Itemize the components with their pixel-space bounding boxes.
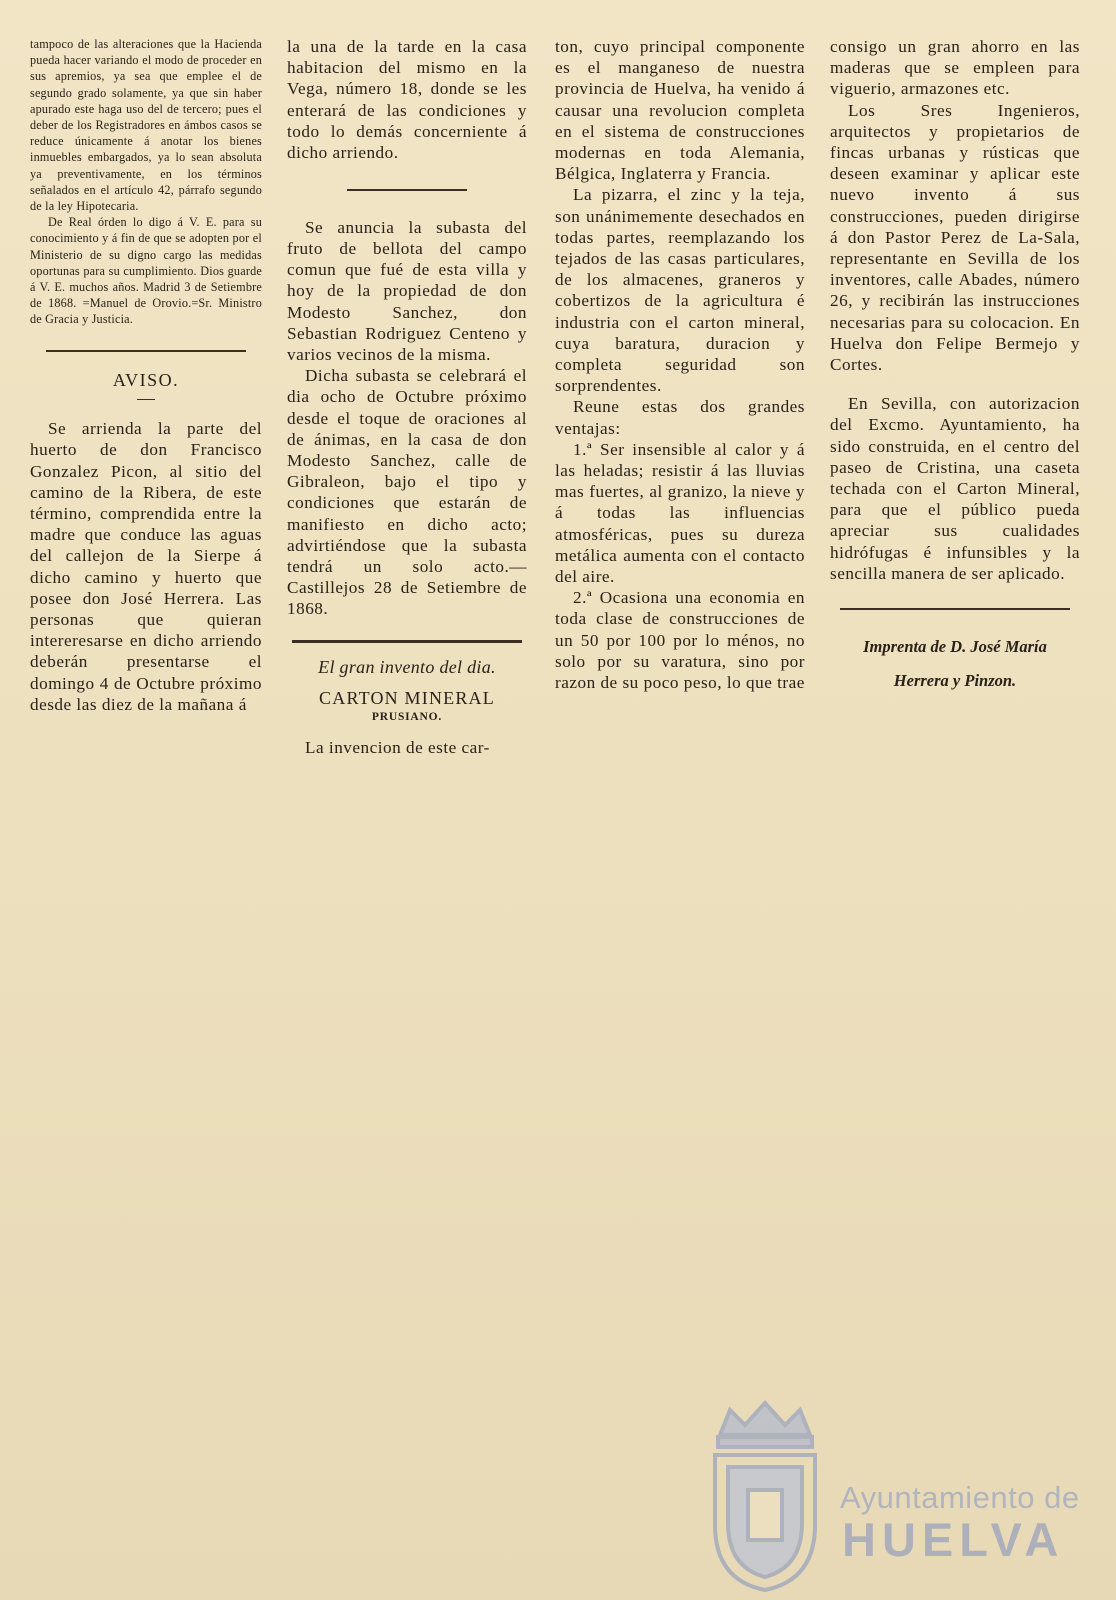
dash-divider [137, 399, 155, 401]
carton-intro: La invencion de este car- [305, 737, 490, 757]
divider [840, 608, 1070, 610]
watermark-line-2: HUELVA [842, 1513, 1065, 1566]
subasta-details: Dicha subasta se celebrará el dia ocho de Octubre próximo desde el toque de oraciones al de ánimas, en la casa de don Modesto Sanchez, calle de Gibraleon, bajo el tipo y condiciones que estarán de manifiesto en dicho acto; advirtiéndose que la subasta tendrá un solo acto.—Castillejos 28 de Setiembre de 1868. [287, 366, 527, 619]
ventajas-heading: Reune estas dos grandes ventajas: [555, 397, 805, 438]
column-1 [30, 36, 262, 715]
watermark-line-1: Ayuntamiento de [840, 1480, 1080, 1515]
carton-mineral-heading: CARTON MINERAL [319, 687, 495, 708]
decree-closing: De Real órden lo digo á V. E. para su conocimiento y á fin de que se adopten por el Ministerio de su digno cargo las medidas oportunas para su cumplimiento. Dios guarde á V. E. muchos años. Madrid 3 de Setiembre de 1868. =Manuel de Orovio.=Sr. Ministro de Gracia y Justicia. [30, 215, 262, 327]
divider [292, 640, 522, 643]
decree-text: tampoco de las alteraciones que la Hacienda pueda hacer variando el modo de proceder en sus apremios, ya sea que emplee el de segundo grado solamente, ya que sin haber apurado este haga uso del de tercero; pues el deber de los Registradores en ámbos casos se reduce únicamente á anotar los bienes inmuebles embargados, ya lo sean absoluta ya preventivamente, en los términos señalados en el artículo 42, párrafo segundo de la ley Hipotecaria. [30, 37, 262, 214]
imprenta-line-2: Herrera y Pinzon. [893, 670, 1017, 690]
sevilla-text: En Sevilla, con autorizacion del Excmo. Ayuntamiento, ha sido construida, en el centro del paseo de Cristina, una caseta techada con el Carton Mineral, para que el público pueda apreciar sus cualidades hidrófugas é infunsibles y la sencilla manera de ser aplicado. [830, 394, 1080, 583]
carton-description: ton, cuyo principal componente es el manganeso de nuestra provincia de Huelva, ha venido á causar una revolucion completa en el sistema de construcciones modernas en toda Alemania, Bélgica, Inglaterra y Francia. [555, 37, 805, 184]
aviso-heading: AVISO. [112, 369, 180, 390]
invento-heading: El gran invento del dia. [318, 656, 496, 677]
arriendo-continuation: la una de la tarde en la casa habitacion del mismo en la Vega, número 18, donde se les enterará de las condiciones y todo lo demás concerniente á dicho arriendo. [287, 37, 527, 163]
column-4 [830, 36, 1080, 698]
prusiano-subheading: PRUSIANO. [371, 710, 443, 723]
ventaja-2: 2.ª Ocasiona una economia en toda clase de construcciones de un 50 por 100 por lo ménos, no solo por su varatura, sino por razon de su poco peso, lo que trae [555, 588, 805, 693]
divider [347, 189, 467, 191]
ingenieros-text: Los Sres Ingenieros, arquitectos y propietarios de fincas urbanas y rústicas que deseen examinar y aplicar este nuevo invento á sus construcciones, pueden dirigirse á don Pastor Perez de La-Sala, representante en Sevilla de los inventores, calle Abades, número 26, y recibirán las instrucciones necesarias para su colocacion. En Huelva don Felipe Bermejo y Cortes. [830, 100, 1080, 375]
subasta-announcement: Se anuncia la subasta del fruto de bellota del campo comun que fué de esta villa y hoy de la propiedad de don Modesto Sanchez, don Sebastian Rodriguez Centeno y varios vecinos de la misma. [287, 217, 527, 364]
carton-replacement: La pizarra, el zinc y la teja, son unánimemente desechados en todas partes, reemplazando los tejados de las casas particulares, de los almacenes, graneros y cobertizos de la agricultura é industria con el carton mineral, cuya baratura, duracion y completa seguridad son sorprendentes. [555, 185, 805, 396]
divider [46, 350, 246, 352]
aviso-body: Se arrienda la parte del huerto de don Francisco Gonzalez Picon, al sitio del camino de la Ribera, de este término, comprendida entre la madre que conduce las aguas del callejon de la Sierpe á dicho camino y huerto que posee don José Herrera. Las personas que quieran intereresarse en dicho arriendo deberán presentarse el domingo 4 de Octubre próximo desde las diez de la mañana á [30, 419, 262, 714]
ventaja-1: 1.ª Ser insensible al calor y á las heladas; resistir á las lluvias mas fuertes, al granizo, la nieve y á todas las influencias atmosféricas, pues su dureza metálica aumenta con el contacto del aire. [555, 439, 805, 587]
ahorro-text: consigo un gran ahorro en las maderas que se empleen para viguerio, armazones etc. [830, 37, 1080, 99]
imprenta-line-1: Imprenta de D. José María [863, 636, 1047, 656]
imprenta-footer [830, 630, 1080, 698]
city-seal-icon [700, 1395, 830, 1595]
column-2 [287, 36, 527, 758]
column-3 [555, 36, 805, 693]
